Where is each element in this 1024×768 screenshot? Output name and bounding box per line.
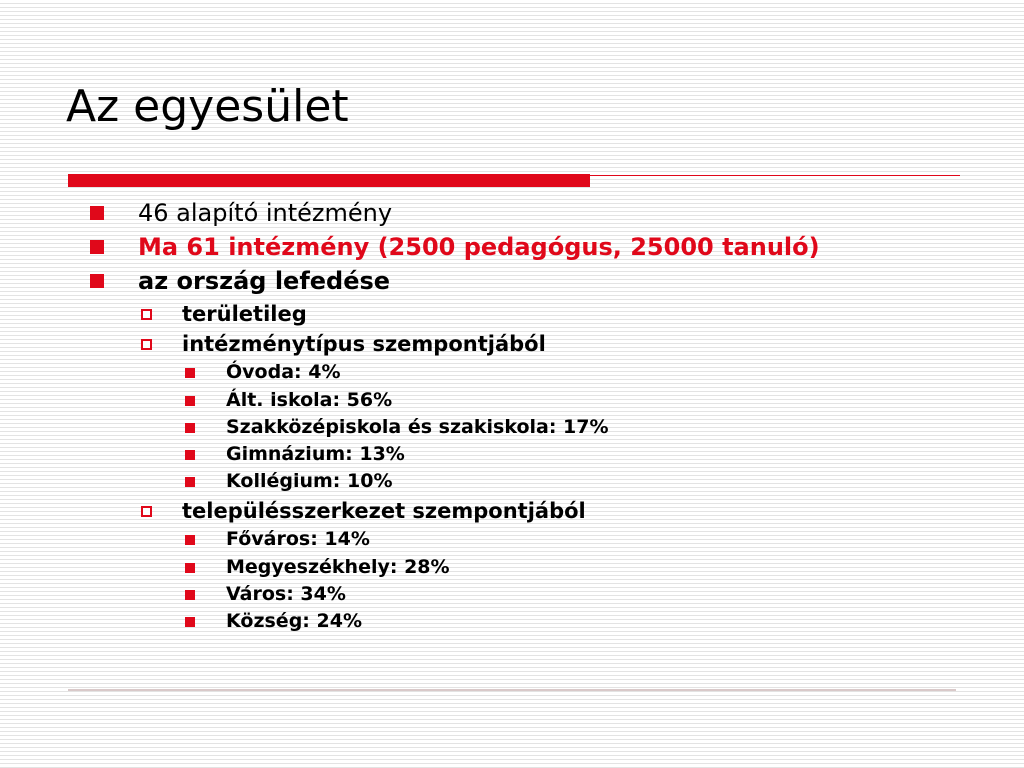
small-square-bullet-icon (185, 368, 195, 378)
hollow-square-bullet-icon (141, 309, 152, 320)
hollow-square-bullet-icon (141, 506, 152, 517)
type-item: Szakközépiskola és szakiskola: 17% (226, 416, 609, 438)
square-bullet-icon (90, 274, 104, 288)
type-item: Ált. iskola: 56% (226, 389, 393, 411)
settlement-item: Megyeszékhely: 28% (226, 556, 450, 578)
settlement-item: Város: 34% (226, 583, 346, 605)
small-square-bullet-icon (185, 477, 195, 487)
small-square-bullet-icon (185, 450, 195, 460)
footer-divider (68, 689, 956, 691)
bullet-coverage: az ország lefedése (138, 267, 391, 295)
small-square-bullet-icon (185, 617, 195, 627)
hollow-square-bullet-icon (141, 339, 152, 350)
bullet-founding-members: 46 alapító intézmény (138, 199, 393, 227)
square-bullet-icon (90, 240, 104, 254)
type-item: Óvoda: 4% (226, 361, 341, 383)
settlement-item: Főváros: 14% (226, 528, 370, 550)
small-square-bullet-icon (185, 590, 195, 600)
slide-title: Az egyesület (66, 81, 349, 132)
small-square-bullet-icon (185, 396, 195, 406)
bullet-current-members: Ma 61 intézmény (2500 pedagógus, 25000 tanuló) (138, 233, 820, 261)
bullet-by-settlement: településszerkezet szempontjából (182, 499, 586, 523)
square-bullet-icon (90, 206, 104, 220)
bullet-territorial: területileg (182, 302, 307, 326)
small-square-bullet-icon (185, 423, 195, 433)
bullet-by-type: intézménytípus szempontjából (182, 332, 546, 356)
type-item: Kollégium: 10% (226, 470, 393, 492)
settlement-item: Község: 24% (226, 610, 362, 632)
type-item: Gimnázium: 13% (226, 443, 405, 465)
small-square-bullet-icon (185, 563, 195, 573)
small-square-bullet-icon (185, 535, 195, 545)
